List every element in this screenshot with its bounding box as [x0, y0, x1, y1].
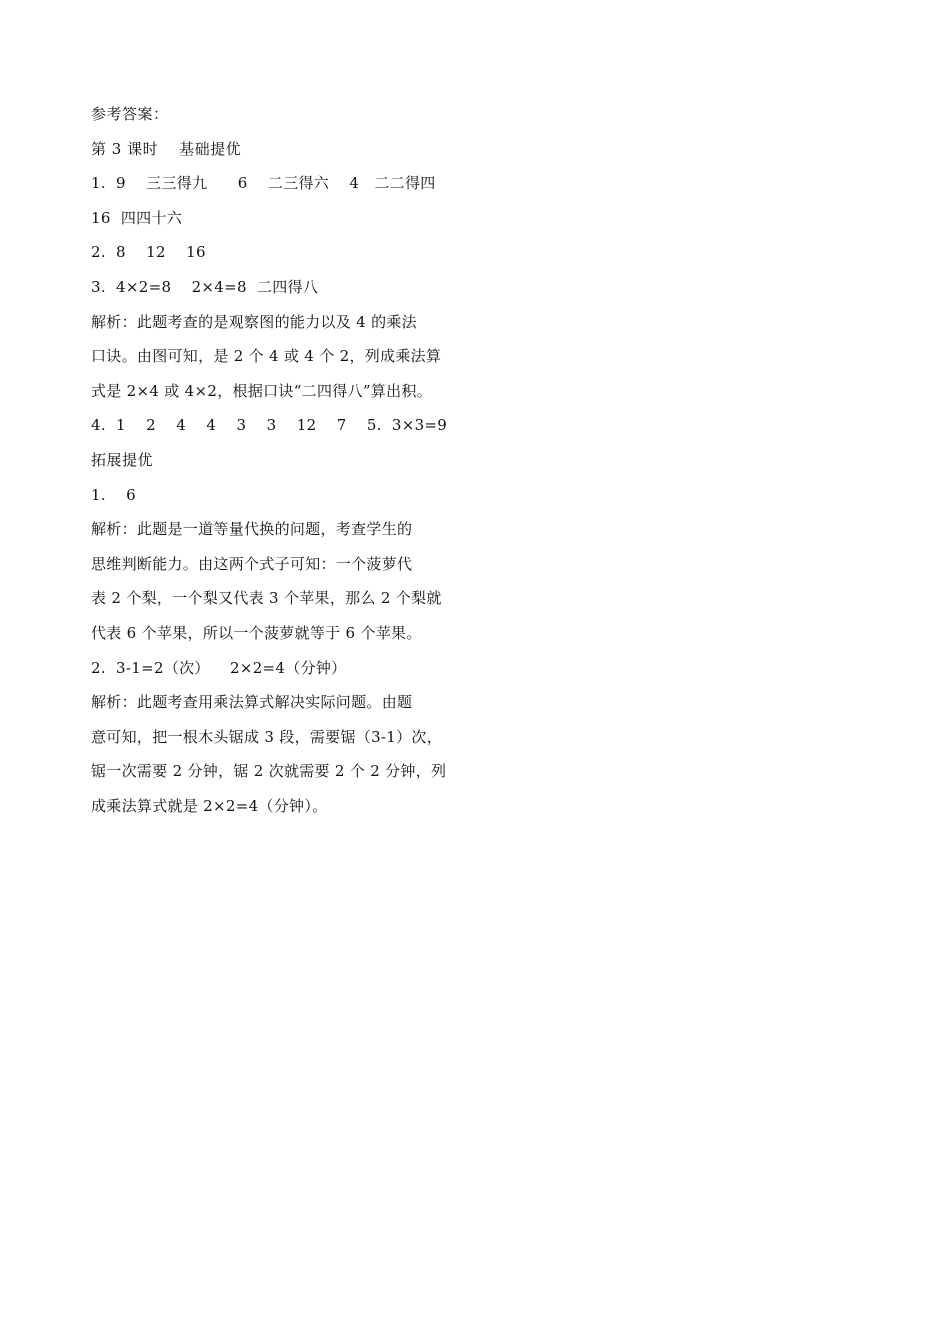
extension-q1-line: 1. 6	[91, 485, 137, 504]
basic-q4-q5-line: 4. 1 2 4 4 3 3 12 7 5. 3×3=9	[91, 416, 448, 435]
extension-q1-analysis-line: 代表 6 个苹果，所以一个菠萝就等于 6 个苹果。	[91, 623, 422, 642]
extension-q2-analysis-line: 成乘法算式就是 2×2=4（分钟）。	[91, 796, 328, 815]
basic-q2-line: 2. 8 12 16	[91, 243, 206, 262]
basic-q3-analysis-line: 解析：此题考查的是观察图的能力以及 4 的乘法	[91, 312, 417, 331]
answer-content	[91, 97, 481, 823]
extension-q1-analysis-line: 思维判断能力。由这两个式子可知：一个菠萝代	[91, 554, 413, 573]
extension-q2-analysis-line: 意可知，把一根木头锯成 3 段，需要锯（3-1）次，	[91, 727, 443, 746]
basic-q3-analysis-line: 式是 2×4 或 4×2，根据口诀“二四得八”算出积。	[91, 381, 433, 400]
extension-q2-analysis-line: 锯一次需要 2 分钟，锯 2 次就需要 2 个 2 分钟，列	[91, 762, 447, 781]
extension-q2-line: 2. 3-1=2（次） 2×2=4（分钟）	[91, 658, 347, 677]
answer-heading: 参考答案：	[91, 105, 169, 123]
basic-q1-line-cont: 16 四四十六	[91, 208, 183, 227]
basic-q1-line: 1. 9 三三得九 6 二三得六 4 二二得四	[91, 174, 436, 193]
lesson-heading: 第 3 课时 基础提优	[91, 139, 242, 158]
basic-q3-analysis-line: 口诀。由图可知，是 2 个 4 或 4 个 2，列成乘法算	[91, 347, 442, 366]
extension-q1-analysis-line: 解析：此题是一道等量代换的问题，考查学生的	[91, 520, 413, 539]
extension-q2-analysis-line: 解析：此题考查用乘法算式解决实际问题。由题	[91, 693, 413, 712]
basic-q3-line: 3. 4×2=8 2×4=8 二四得八	[91, 277, 319, 296]
extension-q1-analysis-line: 表 2 个梨，一个梨又代表 3 个苹果，那么 2 个梨就	[91, 589, 442, 608]
extension-heading: 拓展提优	[91, 450, 154, 469]
